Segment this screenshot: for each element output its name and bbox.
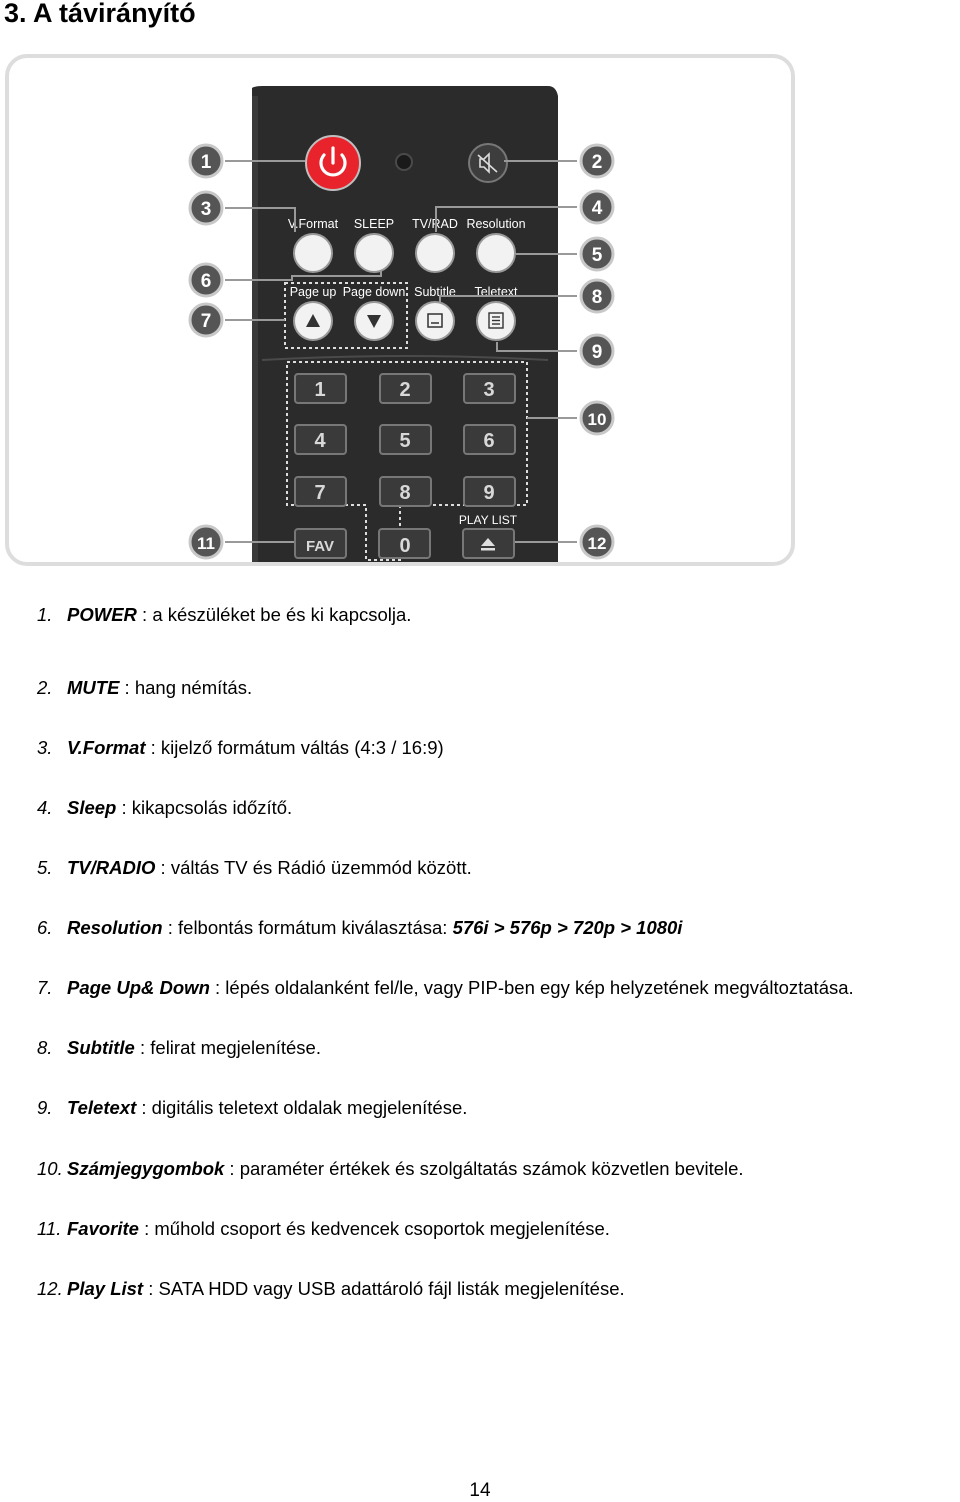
item-sep: : — [136, 604, 153, 625]
page-number: 14 — [469, 1480, 491, 1501]
callout-number-5: 5 — [591, 245, 603, 266]
item-desc: felbontás formátum kiválasztása: — [178, 917, 453, 938]
item-desc: SATA HDD vagy USB adattároló fájl listák megjelenítése. — [158, 1278, 625, 1299]
item-desc: műhold csoport és kedvencek csoportok megjelenítése. — [154, 1218, 610, 1239]
item-num: 4. — [37, 797, 53, 818]
mid-key-label-2: Page down — [342, 285, 406, 299]
digit-label-6: 6 — [483, 430, 495, 452]
remote-control-illustration — [0, 0, 960, 600]
item-desc: kijelző formátum váltás (4:3 / 16:9) — [160, 737, 444, 758]
item-name: Resolution — [67, 917, 163, 938]
item-num: 8. — [37, 1037, 53, 1058]
item-sep: : — [155, 857, 171, 878]
item-name: TV/RADIO — [67, 857, 156, 878]
list-item — [37, 857, 472, 879]
callout-number-4: 4 — [591, 198, 603, 219]
callout-number-11: 11 — [197, 534, 215, 553]
item-desc: paraméter értékek és szolgáltatás számok közvetlen bevitele. — [239, 1158, 744, 1179]
item-extra: 576i > 576p > 720p > 1080i — [452, 917, 683, 938]
item-name: POWER — [67, 604, 137, 625]
callout-number-6: 6 — [200, 271, 212, 292]
item-name: Sleep — [67, 797, 117, 818]
item-name: Teletext — [67, 1097, 137, 1118]
top-key-label-3: TV/RAD — [412, 217, 458, 231]
item-num: 11. — [37, 1218, 62, 1239]
item-sep: : — [119, 677, 135, 698]
tvradio-button[interactable] — [416, 234, 454, 272]
list-item — [37, 604, 411, 626]
item-sep: : — [224, 1158, 240, 1179]
item-num: 1. — [37, 604, 53, 625]
item-name: Play List — [67, 1278, 144, 1299]
list-item — [37, 797, 292, 819]
callout-number-2: 2 — [591, 152, 603, 173]
zero-label: 0 — [399, 535, 411, 557]
list-item — [37, 1158, 744, 1180]
item-name: MUTE — [67, 677, 120, 698]
item-num: 2. — [37, 677, 53, 698]
item-num: 12. — [37, 1278, 63, 1299]
item-sep: : — [209, 977, 226, 998]
mid-key-label-4: Teletext — [474, 285, 518, 299]
callout-number-3: 3 — [200, 199, 212, 220]
item-name: V.Format — [67, 737, 146, 758]
sleep-button[interactable] — [355, 234, 393, 272]
status-led — [396, 154, 412, 170]
item-num: 7. — [37, 977, 53, 998]
item-desc: digitális teletext oldalak megjelenítése. — [151, 1097, 468, 1118]
item-sep: : — [134, 1037, 151, 1058]
item-desc: a készüléket be és ki kapcsolja. — [152, 604, 412, 625]
callout-number-7: 7 — [200, 311, 212, 332]
list-item — [37, 1097, 467, 1119]
top-key-label-2: SLEEP — [353, 217, 395, 231]
item-num: 5. — [37, 857, 53, 878]
digit-label-8: 8 — [399, 482, 411, 504]
item-sep: : — [162, 917, 179, 938]
top-key-label-1: V.Format — [287, 217, 339, 231]
callout-number-10: 10 — [587, 410, 607, 429]
item-name: Számjegygombok — [67, 1158, 225, 1179]
item-sep: : — [136, 1097, 152, 1118]
item-desc: kikapcsolás időzítő. — [131, 797, 293, 818]
mid-key-label-3: Subtitle — [414, 285, 456, 299]
list-item — [37, 1218, 610, 1240]
item-name: Page Up& Down — [67, 977, 210, 998]
item-desc: lépés oldalanként fel/le, vagy PIP-ben egy kép helyzetének megváltoztatása. — [225, 977, 854, 998]
callout-number-8: 8 — [591, 287, 603, 308]
digit-label-4: 4 — [314, 430, 326, 452]
vformat-button[interactable] — [294, 234, 332, 272]
list-item — [37, 917, 682, 939]
item-desc: váltás TV és Rádió üzemmód között. — [170, 857, 472, 878]
mid-key-label-1: Page up — [289, 285, 337, 299]
list-item — [37, 677, 252, 699]
fav-label: FAV — [305, 538, 335, 555]
resolution-button[interactable] — [477, 234, 515, 272]
item-sep: : — [138, 1218, 155, 1239]
top-key-label-4: Resolution — [466, 217, 526, 231]
item-name: Subtitle — [67, 1037, 135, 1058]
item-sep: : — [116, 797, 132, 818]
digit-label-7: 7 — [314, 482, 326, 504]
item-desc: felirat megjelenítése. — [150, 1037, 321, 1058]
item-name: Favorite — [67, 1218, 139, 1239]
item-sep: : — [145, 737, 161, 758]
digit-label-1: 1 — [314, 379, 326, 401]
digit-label-2: 2 — [399, 379, 411, 401]
playlist-label: PLAY LIST — [458, 513, 518, 527]
digit-label-3: 3 — [483, 379, 495, 401]
item-num: 9. — [37, 1097, 53, 1118]
list-item — [37, 977, 854, 999]
item-num: 3. — [37, 737, 53, 758]
list-item — [37, 1037, 321, 1059]
callout-number-12: 12 — [587, 534, 607, 553]
callout-number-9: 9 — [591, 342, 603, 363]
callout-number-1: 1 — [200, 152, 212, 173]
remote-body-edge — [252, 96, 258, 562]
list-item — [37, 1278, 625, 1300]
item-num: 10. — [37, 1158, 63, 1179]
section-title: 3. A távirányító — [4, 0, 196, 28]
list-item — [37, 737, 444, 759]
digit-label-5: 5 — [399, 430, 411, 452]
subtitle-button[interactable] — [416, 302, 454, 340]
item-num: 6. — [37, 917, 53, 938]
item-sep: : — [143, 1278, 159, 1299]
digit-label-9: 9 — [483, 482, 495, 504]
item-desc: hang némítás. — [134, 677, 253, 698]
